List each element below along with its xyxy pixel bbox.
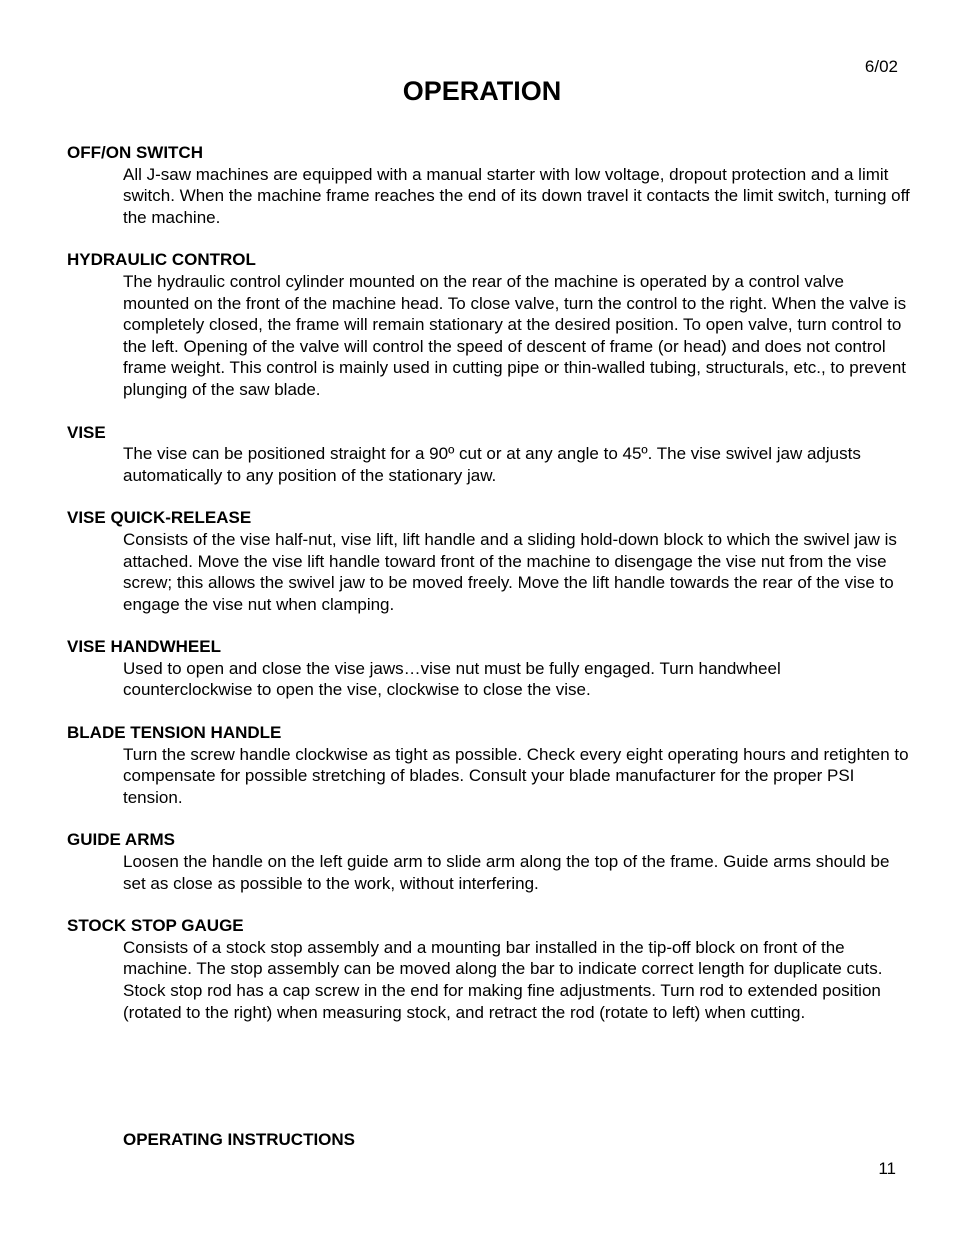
section-body: Consists of the vise half-nut, vise lift, lift handle and a sliding hold-down block to which the swivel jaw is attached. Move the vise lift handle toward front of the machine to disengage the vise nut from the vise screw; this allows the swivel jaw to be moved freely. Move the lift handle towards the rear of the vise to engage the vise nut when clamping. xyxy=(123,529,897,614)
section-off-on-switch xyxy=(67,142,910,228)
section-stock-stop-gauge xyxy=(67,915,907,1023)
section-heading: STOCK STOP GAUGE xyxy=(67,916,244,936)
section-heading: HYDRAULIC CONTROL xyxy=(67,250,256,270)
section-blade-tension-handle xyxy=(67,722,907,808)
section-body: All J-saw machines are equipped with a manual starter with low voltage, dropout protection and a limit switch. When the machine frame reaches the end of its down travel it contacts the limit switch, turning off the machine. xyxy=(123,164,910,227)
section-hydraulic-control xyxy=(67,249,907,400)
section-heading: VISE QUICK-RELEASE xyxy=(67,508,252,528)
section-heading: OFF/ON SWITCH xyxy=(67,143,203,162)
revision-date: 6/02 xyxy=(864,57,898,76)
section-heading: BLADE TENSION HANDLE xyxy=(67,723,282,743)
section-vise-handwheel xyxy=(67,636,907,701)
section-body: Turn the screw handle clockwise as tight as possible. Check every eight operating hours and retighten to compensate for possible stretching of blades. Consult your blade manufacturer for the proper PSI tension. xyxy=(123,744,909,807)
section-body: The hydraulic control cylinder mounted on the rear of the machine is operated by a control valve mounted on the front of the machine head. To close valve, turn the control to the right. When the valve is completely closed, the frame will remain stationary at the desired position. To open valve, turn control to the left. Opening of the valve will control the speed of descent of frame (or head) and does not control frame weight. This control is mainly used in cutting pipe or thin-walled tubing, structurals, etc., to prevent plunging of the saw blade. xyxy=(123,271,907,399)
section-guide-arms xyxy=(67,829,907,894)
operating-instructions-heading: OPERATING INSTRUCTIONS xyxy=(123,1130,356,1149)
section-body: The vise can be positioned straight for a 90º cut or at any angle to 45º. The vise swivel jaw adjusts automatically to any position of the stationary jaw. xyxy=(123,444,861,485)
section-heading: VISE HANDWHEEL xyxy=(67,637,221,657)
page-number: 11 xyxy=(878,1159,896,1178)
section-heading: GUIDE ARMS xyxy=(67,830,175,850)
page-title: OPERATION xyxy=(402,76,562,106)
section-body: Consists of a stock stop assembly and a mounting bar installed in the tip-off block on front of the machine. The stop assembly can be moved along the bar to indicate correct length for duplicate cuts. Stock stop rod has a cap screw in the end for making fine adjustments. Turn rod to extended position (rotated to the right) when measuring stock, and retract the rod (rotate to left) when cutting. xyxy=(123,937,883,1022)
section-vise-quick-release xyxy=(67,507,907,615)
section-body: Loosen the handle on the left guide arm to slide arm along the top of the frame. Guide arms should be set as close as possible to the work, without interfering. xyxy=(123,852,890,893)
section-body: Used to open and close the vise jaws…vise nut must be fully engaged. Turn handwheel counterclockwise to open the vise, clockwise to close the vise. xyxy=(123,658,781,700)
section-vise xyxy=(67,422,907,487)
sections-container xyxy=(67,142,910,1044)
section-heading: VISE xyxy=(67,422,106,442)
